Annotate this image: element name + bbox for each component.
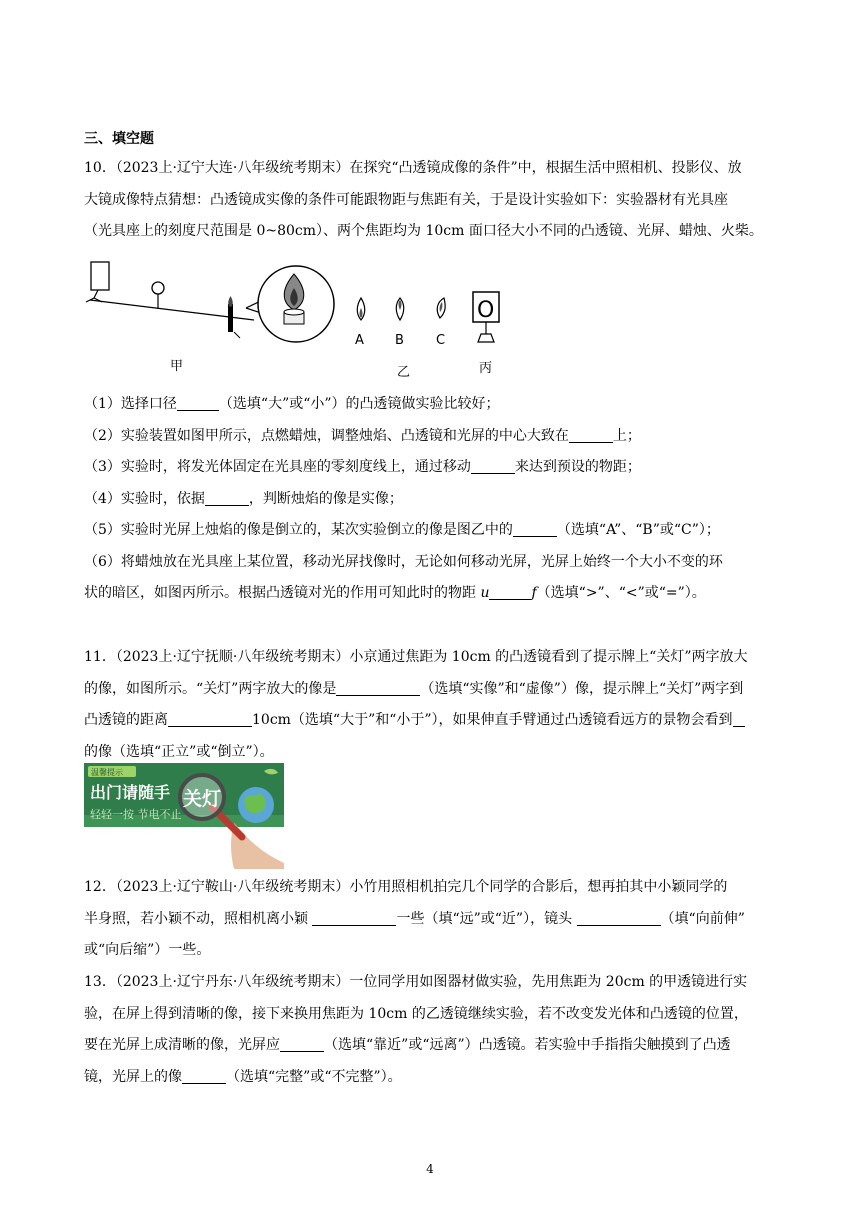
q10-sub-6-line-1: （6）将蜡烛放在光具座上某位置，移动光屏找像时，无论如何移动光屏，光屏上始终一个大小不变的环	[84, 553, 723, 570]
q10-sub-1-text-b: （选填“大”或“小”）的凸透镜做实验比较好；	[218, 396, 500, 412]
screen-ring-letter: O	[477, 298, 495, 323]
q11-line-3	[84, 705, 784, 737]
sign-magnified-text: 关灯	[183, 788, 222, 810]
q10-sub-3-text-a: （3）实验时，将发光体固定在光具座的零刻度线上，通过移动	[84, 459, 471, 475]
q12-line-2-text-b: 一些（填“远”或“近”），镜头	[396, 910, 577, 927]
q10-sub-5-text-a: （5）实验时光屏上烛焰的像是倒立的，某次实验倒立的像是图乙中的	[84, 522, 513, 538]
answer-blank[interactable]	[168, 710, 252, 727]
q11-line-3-text-a: 凸透镜的距离	[84, 712, 168, 728]
q10-sub-2	[84, 421, 784, 453]
q12-line-2	[84, 904, 784, 936]
q10-sub-6-text-a: 状的暗区，如图丙所示。根据凸透镜对光的作用可知此时的物距	[84, 585, 481, 601]
q11-line-4: 的像（选填“正立”或“倒立”）。	[84, 743, 274, 760]
q13-line-1: 13．（2023上·辽宁丹东·八年级统考期末）一位同学用如图器材做实验，先用焦距为 20cm 的甲透镜进行实	[84, 974, 748, 990]
variable-f: f	[531, 585, 537, 601]
flame-b-shape	[396, 298, 404, 320]
q10-sub-3	[84, 452, 784, 484]
flame-label-a: A	[355, 333, 364, 348]
sign-sub-text: 轻轻一按 节电不止	[90, 808, 182, 821]
figure-label-jia: 甲	[170, 359, 184, 374]
q12-line-2-text-c: （填“向前伸”	[660, 910, 745, 927]
answer-blank[interactable]	[471, 457, 515, 474]
q10-line-3: （光具座上的刻度尺范围是 0~80cm）、两个焦距均为 10cm 面口径大小不同的凸透镜、光屏、蜡烛、火柴。	[84, 223, 763, 239]
q10-line-1: 10．（2023上·辽宁大连·八年级统考期末）在探究“凸透镜成像的条件”中，根据生活中照相机、投影仪、放	[84, 160, 742, 176]
q13-line-4-text-b: （选填“完整”或“不完整”）。	[226, 1068, 402, 1085]
q10-sub-2-text-b: 上；	[612, 427, 641, 444]
flame-a-shape	[357, 298, 365, 320]
variable-u: u	[480, 585, 490, 601]
figure-label-bing: 丙	[479, 361, 493, 376]
turn-off-light-sign-figure	[84, 763, 284, 869]
answer-blank[interactable]	[280, 1035, 324, 1052]
sign-main-text: 出门请随手	[90, 783, 171, 802]
light-screen-shape	[91, 262, 109, 290]
q11-line-1: 11．（2023上·辽宁抚顺·八年级统考期末）小京通过焦距为 10cm 的凸透镜看到了提示牌上“关灯”两字放大	[84, 649, 748, 665]
q13-line-2: 验，在屏上得到清晰的像，接下来换用焦距为 10cm 的乙透镜继续实验，若不改变发光体和凸透镜的位置，	[84, 1005, 748, 1022]
q13-line-4	[84, 1062, 784, 1094]
q10-sub-1-text-a: （1）选择口径	[84, 396, 177, 412]
question-10-subquestions	[84, 389, 784, 610]
q13-line-4-text-a: 镜，光屏上的像	[84, 1068, 182, 1085]
question-10-intro	[84, 153, 784, 248]
candle-shape	[228, 304, 233, 332]
answer-blank[interactable]	[569, 426, 613, 443]
q10-line-2: 大镜成像特点猜想：凸透镜成实像的条件可能跟物距与焦距有关，于是设计实验如下：实验器材有光具座	[84, 191, 728, 208]
q10-sub-4-text-b: ，判断烛焰的像是实像；	[248, 490, 403, 507]
q12-line-2-text-a: 半身照，若小颖不动，照相机离小颖	[84, 910, 313, 927]
q10-sub-6-text-b: （选填“>”、“<”或“=”）。	[536, 585, 706, 601]
question-12	[84, 872, 784, 967]
question-13	[84, 967, 784, 1093]
answer-blank[interactable]	[489, 583, 531, 600]
answer-blank[interactable]	[205, 489, 249, 506]
answer-blank[interactable]	[312, 909, 396, 926]
q10-sub-5-text-b: （选填“A”、“B”或“C”）；	[556, 522, 720, 538]
page-number: 4	[426, 1162, 434, 1176]
answer-blank[interactable]	[336, 679, 420, 696]
answer-blank[interactable]	[177, 394, 219, 411]
q10-sub-4	[84, 484, 784, 516]
answer-blank[interactable]	[513, 520, 557, 537]
answer-blank[interactable]	[182, 1067, 226, 1084]
q11-line-3-text-b: 10cm（选填“大于”和“小于”），如果伸直手臂通过凸透镜看远方的景物会看到	[252, 712, 733, 728]
q10-sub-3-text-b: 来达到预设的物距；	[514, 459, 641, 475]
q10-sub-6-line-2	[84, 578, 784, 610]
flame-label-b: B	[395, 333, 404, 348]
q10-sub-1	[84, 389, 784, 421]
figure-label-yi: 乙	[397, 365, 411, 380]
q10-sub-2-text-a: （2）实验装置如图甲所示，点燃蜡烛，调整烛焰、凸透镜和光屏的中心大致在	[84, 427, 569, 444]
lens-shape	[152, 282, 164, 294]
answer-blank[interactable]	[733, 710, 745, 727]
answer-blank[interactable]	[577, 909, 661, 926]
q13-line-3-text-a: 要在光屏上成清晰的像，光屏应	[84, 1037, 280, 1053]
q10-sub-5	[84, 515, 784, 547]
q13-line-3-text-b: （选填“靠近”或“远离”）凸透镜。若实验中手指指尖触摸到了凸透	[324, 1037, 731, 1053]
q10-sub-4-text-a: （4）实验时，依据	[84, 490, 205, 507]
q11-line-2-text-b: （选填“实像”和“虚像”）像，提示牌上“关灯”两字到	[420, 680, 744, 697]
flame-label-c: C	[436, 333, 446, 348]
section-title: 三、填空题	[84, 131, 154, 147]
q13-line-3	[84, 1030, 784, 1062]
q12-line-3: 或“向后缩”）一些。	[84, 942, 211, 958]
sign-top-text: 温馨提示	[91, 768, 123, 777]
question-11	[84, 642, 784, 768]
optics-experiment-figure	[84, 258, 544, 380]
q11-line-2	[84, 674, 784, 706]
flame-c-shape	[437, 298, 445, 318]
q11-line-2-text-a: 的像，如图所示。“关灯”两字放大的像是	[84, 680, 337, 697]
q12-line-1: 12．（2023上·辽宁鞍山·八年级统考期末）小竹用照相机拍完几个同学的合影后，想再拍其中小颖同学的	[84, 879, 728, 895]
